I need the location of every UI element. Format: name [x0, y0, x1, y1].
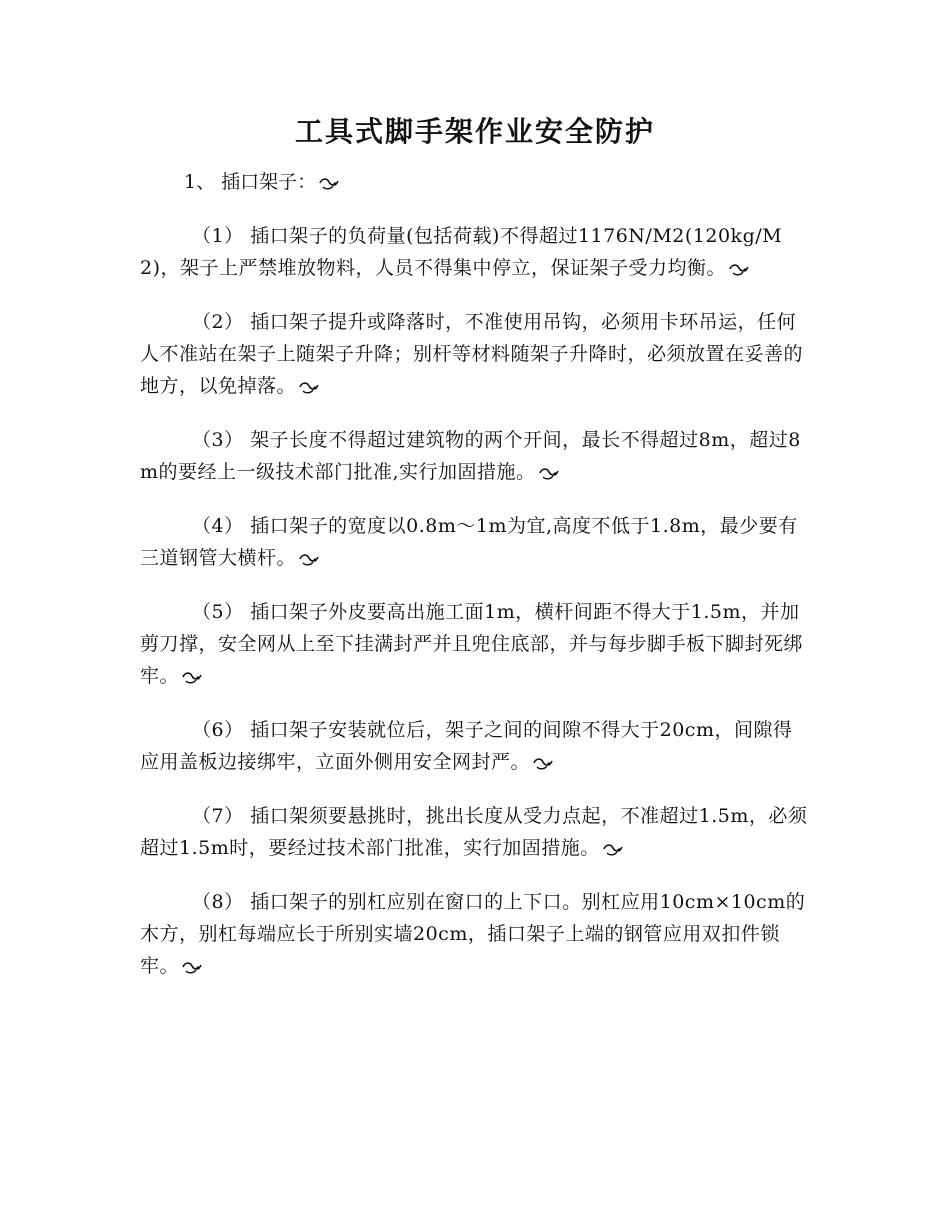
paragraph-7-text: （7） 插口架须要悬挑时，挑出长度从受力点起，不准超过1.5m，必须超过1.5m时，要经过技术部门批准，实行加固措施。 [140, 805, 808, 859]
paragraph-end-mark-icon [298, 379, 320, 395]
paragraph-end-mark-icon [318, 175, 340, 191]
paragraph-2 [140, 306, 808, 402]
paragraph-8-text: （8） 插口架子的别杠应别在窗口的上下口。别杠应用10cm×10cm的木方，别杠每端应长于所别实墙20cm，插口架子上端的钢管应用双扣件锁牢。 [140, 891, 806, 977]
paragraph-8 [140, 886, 808, 982]
paragraph-3-text: （3） 架子长度不得超过建筑物的两个开间，最长不得超过8m，超过8m的要经上一级技术部门批准,实行加固措施。 [140, 429, 801, 483]
paragraph-end-mark-icon [602, 841, 624, 857]
paragraph-4 [140, 510, 808, 574]
paragraph-5 [140, 596, 808, 692]
paragraph-7 [140, 800, 808, 864]
page-title: 工具式脚手架作业安全防护 [294, 115, 655, 148]
paragraph-4-text: （4） 插口架子的宽度以0.8m～1m为宜,高度不低于1.8m，最少要有三道钢管大横杆。 [140, 515, 798, 569]
paragraph-end-mark-icon [538, 465, 560, 481]
paragraph-end-mark-icon [728, 261, 750, 277]
paragraph-6 [140, 714, 808, 778]
paragraph-end-mark-icon [181, 669, 203, 685]
paragraph-6-text: （6） 插口架子安装就位后，架子之间的间隙不得大于20cm，间隙得应用盖板边接绑牢，立面外侧用安全网封严。 [140, 719, 793, 773]
document-body [140, 166, 808, 1004]
paragraph-end-mark-icon [181, 959, 203, 975]
paragraph-end-mark-icon [532, 755, 554, 771]
paragraph-1 [140, 220, 808, 284]
section-heading [140, 166, 808, 198]
paragraph-end-mark-icon [298, 551, 320, 567]
paragraph-1-text: （1） 插口架子的负荷量(包括荷载)不得超过1176N/M2(120kg/M2)，架子上严禁堆放物料，人员不得集中停立，保证架子受力均衡。 [140, 225, 783, 279]
paragraph-5-text: （5） 插口架子外皮要高出施工面1m，横杆间距不得大于1.5m，并加剪刀撑，安全网从上至下挂满封严并且兜住底部，并与每步脚手板下脚封死绑牢。 [140, 601, 804, 687]
paragraph-3 [140, 424, 808, 488]
section-heading-text: 1、 插口架子： [184, 171, 317, 193]
paragraph-2-text: （2） 插口架子提升或降落时，不准使用吊钩，必须用卡环吊运，任何人不准站在架子上随架子升降；别杆等材料随架子升降时，必须放置在妥善的地方，以免掉落。 [140, 311, 804, 397]
